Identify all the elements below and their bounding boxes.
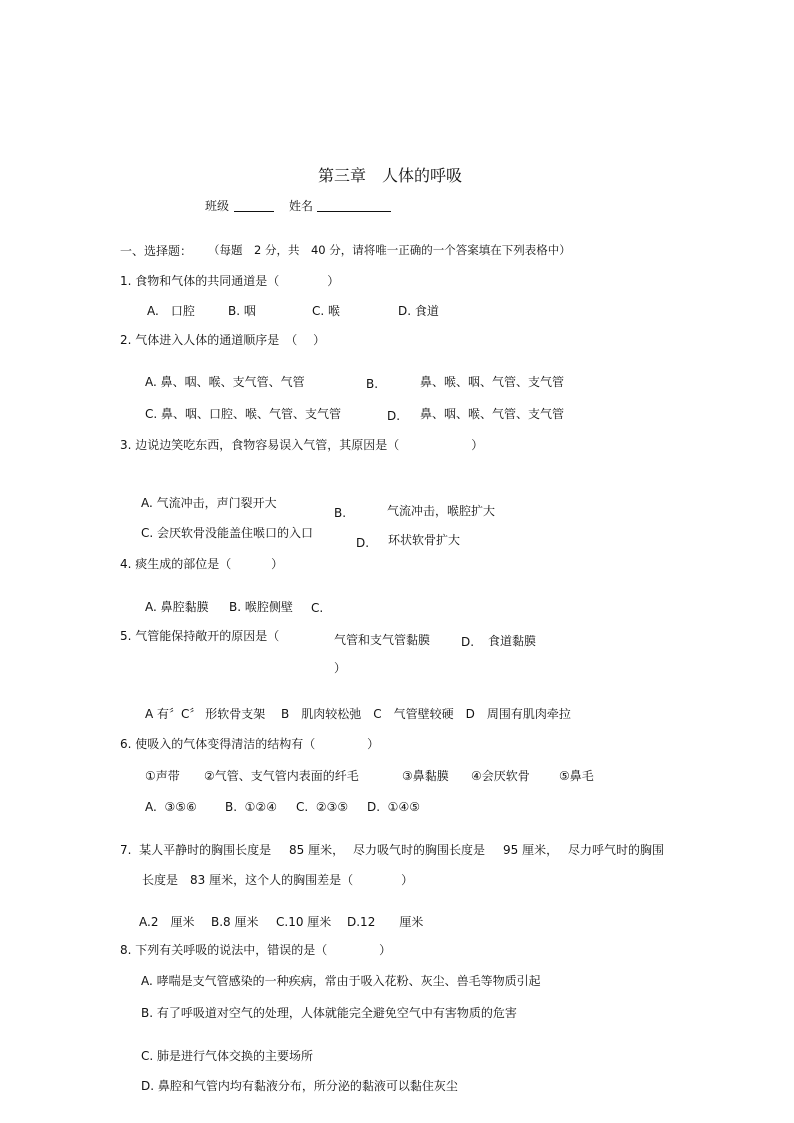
list-item: ④会厌软骨 bbox=[471, 769, 530, 783]
option-d: D. 食道 bbox=[398, 304, 439, 318]
question-stem: 1. 食物和气体的共同通道是（ ） bbox=[120, 274, 340, 288]
option-c: C. ②③⑤ bbox=[296, 800, 349, 814]
value: 95 厘米， bbox=[503, 843, 559, 857]
option-d-label: D. bbox=[387, 409, 401, 423]
name-blank bbox=[317, 200, 391, 212]
option-b: 气流冲击，喉腔扩大 bbox=[387, 504, 496, 518]
option-a: A. 口腔 bbox=[147, 304, 195, 318]
question-stem-close: ） bbox=[334, 661, 347, 675]
option-d: D.12 厘米 bbox=[347, 915, 424, 929]
option-c: C.10 厘米 bbox=[276, 915, 332, 929]
option-c: 气管和支气管黏膜 bbox=[334, 633, 431, 647]
option-c: C. 肺是进行气体交换的主要场所 bbox=[141, 1049, 314, 1063]
option-d-label: D. bbox=[356, 536, 370, 550]
option-c-label: C. bbox=[311, 601, 324, 615]
name-label: 姓名 bbox=[289, 199, 314, 213]
option-d: 环状软骨扩大 bbox=[388, 533, 461, 547]
option-b: B. 咽 bbox=[228, 304, 256, 318]
option-d-label: D. bbox=[461, 635, 475, 649]
list-item: ①声带 bbox=[145, 769, 180, 783]
option-b: 鼻、喉、咽、气管、支气管 bbox=[420, 375, 565, 389]
option-d: 食道黏膜 bbox=[488, 634, 537, 648]
list-item: ③鼻黏膜 bbox=[402, 769, 449, 783]
page-title: 第三章 人体的呼吸 bbox=[318, 166, 463, 185]
options-line: A 有〞C〞 形软骨支架 B 肌肉较松弛 C 气管壁较硬 D 周围有肌肉牵拉 bbox=[145, 707, 571, 721]
option-b: B. 有了呼吸道对空气的处理，人体就能完全避免空气中有害物质的危害 bbox=[141, 1006, 517, 1020]
option-d: D. 鼻腔和气管内均有黏液分布，所分泌的黏液可以黏住灰尘 bbox=[141, 1079, 458, 1093]
question-stem-part: 尽力呼气时的胸围 bbox=[568, 843, 665, 857]
class-blank bbox=[234, 200, 274, 212]
option-d: 鼻、咽、喉、气管、支气管 bbox=[420, 407, 565, 421]
option-a: A. ③⑤⑥ bbox=[145, 800, 197, 814]
option-c: C. 鼻、咽、口腔、喉、气管、支气管 bbox=[145, 407, 342, 421]
section-heading: 一、选择题： bbox=[120, 244, 193, 258]
value: 85 厘米， bbox=[289, 843, 345, 857]
option-c: C. 会厌软骨没能盖住喉口的入口 bbox=[141, 526, 314, 540]
option-a: A. 哮喘是支气管感染的一种疾病，常由于吸入花粉、灰尘、兽毛等物质引起 bbox=[141, 974, 541, 988]
option-b-label: B. bbox=[366, 377, 379, 391]
question-stem: 4. 痰生成的部位是（ ） bbox=[120, 557, 284, 571]
option-a: A. 气流冲击，声门裂开大 bbox=[141, 496, 277, 510]
option-b: B. ①②④ bbox=[225, 800, 277, 814]
option-b: B. 喉腔侧壁 bbox=[229, 600, 293, 614]
option-b: B.8 厘米 bbox=[211, 915, 259, 929]
option-a: A.2 厘米 bbox=[139, 915, 195, 929]
question-stem-line2: 长度是 83 厘米，这个人的胸围差是（ ） bbox=[142, 873, 414, 887]
question-stem-part: 尽力吸气时的胸围长度是 bbox=[353, 843, 486, 857]
option-a: A. 鼻、咽、喉、支气管、气管 bbox=[145, 375, 305, 389]
list-item: ②气管、支气管内表面的纤毛 bbox=[204, 769, 359, 783]
option-d: D. ①④⑤ bbox=[367, 800, 420, 814]
list-item: ⑤鼻毛 bbox=[559, 769, 594, 783]
option-b-label: B. bbox=[334, 506, 347, 520]
question-stem: 2. 气体进入人体的通道顺序是 （ ） bbox=[120, 333, 326, 347]
option-a: A. 鼻腔黏膜 bbox=[145, 600, 209, 614]
question-stem: 6. 使吸入的气体变得清洁的结构有（ ） bbox=[120, 737, 380, 751]
option-c: C. 喉 bbox=[312, 304, 341, 318]
class-label: 班级 bbox=[205, 199, 230, 213]
question-stem-part: 7. 某人平静时的胸围长度是 bbox=[120, 843, 272, 857]
question-stem: 8. 下列有关呼吸的说法中，错误的是（ ） bbox=[120, 943, 392, 957]
question-stem: 3. 边说边笑吃东西，食物容易误入气管，其原因是（ ） bbox=[120, 438, 484, 452]
section-instruction: （每题 2 分，共 40 分，请将唯一正确的一个答案填在下列表格中） bbox=[208, 243, 571, 257]
question-stem: 5. 气管能保持敞开的原因是（ bbox=[120, 629, 280, 643]
